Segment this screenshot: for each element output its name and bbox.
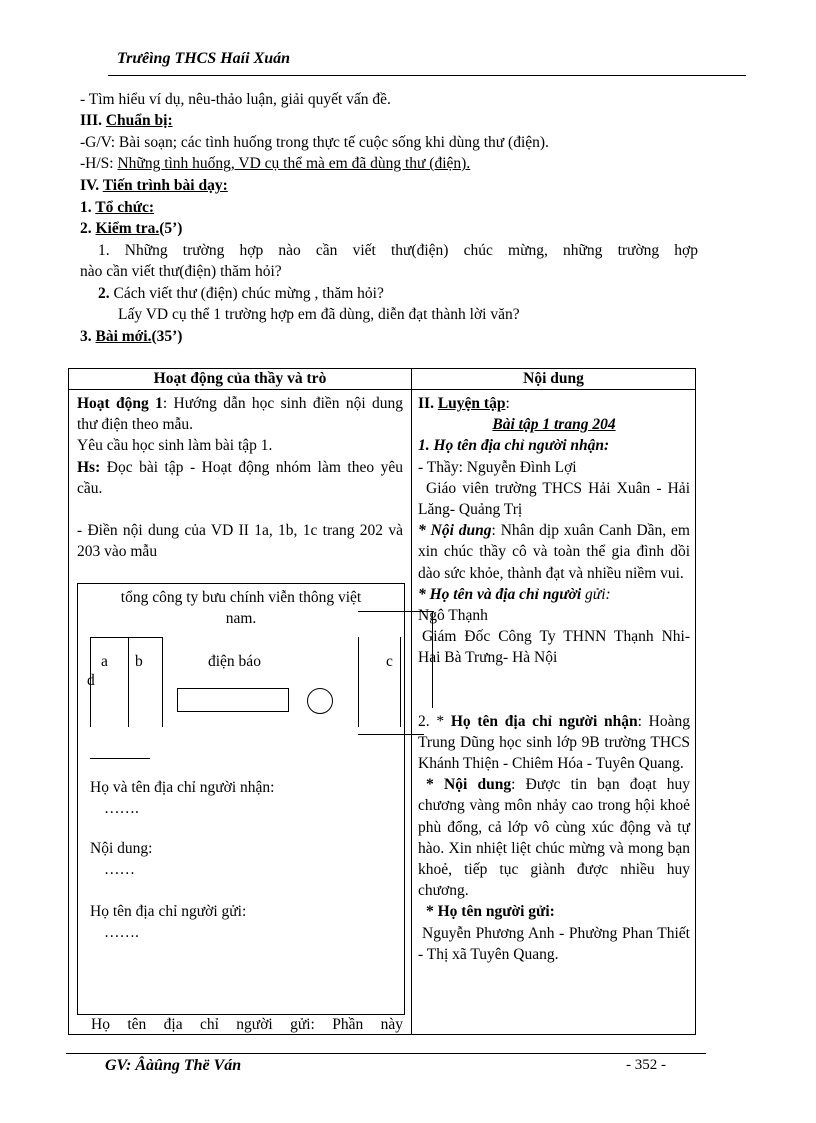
content-2: * Nội dung: Được tin bạn đoạt huy chương vàng môn nhảy cao trong hội khoẻ phù đổng, cả lớp vô cùng xúc động và tự hào. Xin nhiệt liệt chúc mừng và mong bạn khoẻ, tiếp tục giành được nhiều huy chương.: [418, 776, 690, 900]
recipient-1-label: 1. Họ tên địa chỉ người nhận:: [418, 437, 610, 455]
step-new-lesson: 3. Bài mới.(35’): [80, 328, 183, 345]
form-label-d: d: [87, 672, 95, 689]
form-content-dots: ……: [104, 861, 135, 878]
form-sender-dots: …….: [104, 924, 139, 941]
page-number: - 352 -: [626, 1057, 666, 1073]
form-line: [400, 637, 401, 727]
sender-2-label: * Họ tên người gửi:: [426, 903, 555, 921]
telegram-form: [77, 583, 405, 1015]
school-header: Trưêìng THCS Haíi Xuán: [117, 50, 291, 67]
activity-hs: Hs: Đọc bài tập - Hoạt động nhóm làm theo yêu cầu.: [77, 458, 403, 497]
recipient-2: 2. * Họ tên địa chỉ người nhận: Hoàng Trung Dũng học sinh lớp 9B trường THCS Khánh Thiện - Chiêm Hóa - Tuyên Quang.: [418, 712, 691, 773]
lesson-table: [68, 368, 696, 1035]
recipient-1-address: Giáo viên trường THCS Hải Xuân - Hải Lăng- Quảng Trị: [418, 479, 690, 519]
form-content-label: Nội dung:: [90, 840, 153, 857]
check-question-1b: nào cần viết thư(điện) thăm hỏi?: [80, 263, 282, 280]
step-organize: 1. Tổ chức:: [80, 199, 155, 216]
content-cell: [412, 390, 696, 1035]
content-text: [418, 393, 690, 965]
check-question-3: Lấy VD cụ thể 1 trường hợp em đã dùng, diễn đạt thành lời văn?: [118, 306, 520, 323]
sender-2: Nguyễn Phương Anh - Phường Phan Thiết - Thị xã Tuyên Quang.: [418, 924, 690, 963]
form-line: [90, 758, 150, 759]
activity-bottom-text: Họ tên địa chỉ người gửi: Phần này: [91, 1016, 403, 1033]
content-1: * Nội dung: Nhân dịp xuân Canh Dần, em xin chúc thầy cô và toàn thể gia đình dồi dào sức khỏe, thành đạt và nhiều niềm vui.: [418, 522, 690, 582]
form-field-rectangle: [177, 688, 289, 712]
form-title: tổng công ty bưu chính viễn thông việt nam.: [120, 589, 362, 627]
teacher-name: GV: Âàûng Thë Ván: [105, 1057, 242, 1074]
activity-1: Hoạt động 1: Hướng dẫn học sinh điền nội dung thư điện theo mẫu.: [77, 395, 403, 434]
overlay-line: [358, 611, 434, 612]
form-line: [90, 637, 162, 638]
form-recipient-dots: …….: [104, 800, 139, 817]
recipient-1-name: - Thầy: Nguyễn Đình Lợi: [418, 458, 577, 476]
prep-students: -H/S: Những tình huống, VD cụ thể mà em đã dùng thư (điện).: [80, 155, 471, 172]
exercise-title: Bài tập 1 trang 204: [492, 416, 616, 434]
check-question-2: 2. Cách viết thư (điện) chúc mừng , thăm hỏi?: [98, 285, 384, 302]
col-content-header: Nội dung: [412, 369, 696, 390]
intro-line: - Tìm hiểu ví dụ, nêu-thảo luận, giải quyết vấn đề.: [80, 91, 391, 108]
activities-cell: [69, 390, 412, 1035]
form-dienbao: điện báo: [208, 653, 261, 670]
section-prep-heading: III. Chuẩn bị:: [80, 112, 173, 129]
activity-request: Yêu cầu học sinh làm bài tập 1.: [77, 437, 273, 455]
overlay-line: [432, 611, 433, 708]
sender-1-address: Giám Đốc Công Ty THNN Thạnh Nhi- Hai Bà Trưng- Hà Nội: [418, 628, 690, 667]
col-activities-header: Hoạt động của thầy và trò: [69, 369, 412, 390]
overlay-line: [358, 734, 424, 735]
sender-1-label: * Họ tên và địa chỉ người gửi:: [418, 585, 611, 603]
prep-teacher: -G/V: Bài soạn; các tình huống trong thực tế cuộc sống khi dùng thư (điện).: [80, 134, 549, 151]
form-sender-label: Họ tên địa chỉ người gửi:: [90, 903, 247, 920]
check-question-1a: 1. Những trường hợp nào cần viết thư(điện) chúc mừng, những trường hợp: [98, 242, 698, 259]
step-check: 2. Kiểm tra.(5’): [80, 220, 183, 237]
form-line: [358, 637, 359, 727]
content-section: II. Luyện tập:: [418, 395, 510, 412]
section-process-heading: IV. Tiến trình bài dạy:: [80, 177, 228, 194]
header-rule: [108, 75, 746, 76]
form-label-a: a: [101, 653, 108, 670]
form-line: [162, 637, 163, 727]
form-recipient-label: Họ và tên địa chỉ người nhận:: [90, 779, 275, 796]
form-line: [128, 637, 129, 727]
footer-rule: [66, 1053, 706, 1054]
form-label-b: b: [135, 653, 143, 670]
form-stamp-circle: [307, 688, 333, 714]
form-label-c: c: [386, 653, 393, 670]
activity-fill: - Điền nội dung của VD II 1a, 1b, 1c trang 202 và 203 vào mẫu: [77, 522, 403, 561]
sender-1-name: Ngô Thạnh: [418, 607, 488, 625]
activities-text: [77, 393, 403, 562]
